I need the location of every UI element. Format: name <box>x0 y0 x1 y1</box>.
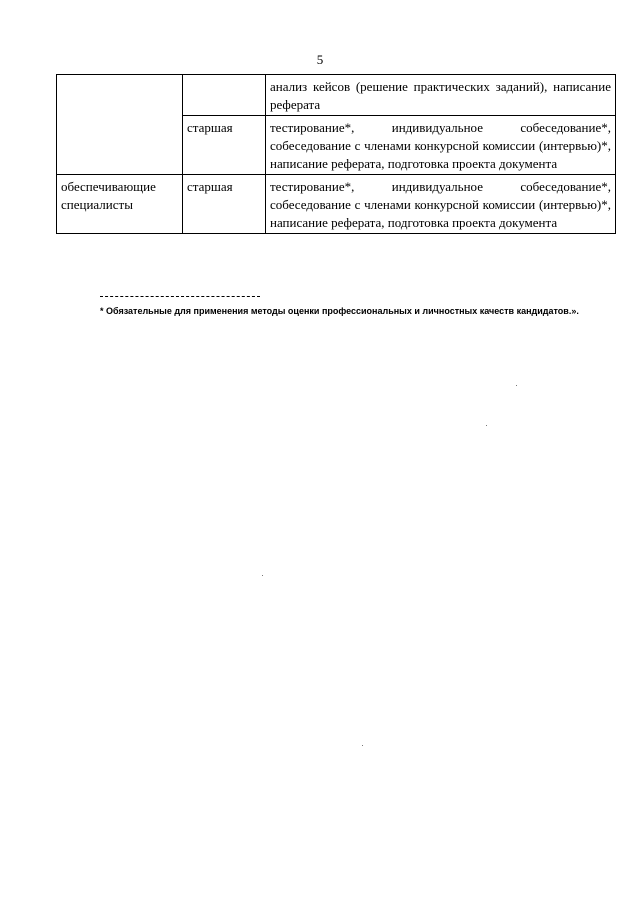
methods-cell: тестирование*, индивидуальное собеседование*, собеседование с членами конкурсной комиссии (интервью)*, написание реферата, подготовка проекта документа <box>266 175 616 234</box>
methods-cell: анализ кейсов (решение практических заданий), написание реферата <box>266 75 616 116</box>
footnote-separator <box>100 296 260 297</box>
scan-speck <box>486 425 487 426</box>
table-row <box>57 75 616 116</box>
methods-cell: тестирование*, индивидуальное собеседование*, собеседование с членами конкурсной комиссии (интервью)*, написание реферата, подготовка проекта документа <box>266 116 616 175</box>
scan-speck <box>516 385 517 386</box>
group-cell <box>183 75 266 116</box>
table-row <box>57 175 616 234</box>
category-cell: обеспечивающие специалисты <box>57 175 183 234</box>
page-number: 5 <box>316 52 324 67</box>
category-cell <box>57 75 183 175</box>
competition-methods-table <box>56 74 616 234</box>
scan-speck <box>362 745 363 746</box>
scan-speck <box>262 575 263 576</box>
group-cell: старшая <box>183 175 266 234</box>
footnote-text: * Обязательные для применения методы оценки профессиональных и личностных качеств кандидатов.». <box>100 306 579 316</box>
group-cell: старшая <box>183 116 266 175</box>
